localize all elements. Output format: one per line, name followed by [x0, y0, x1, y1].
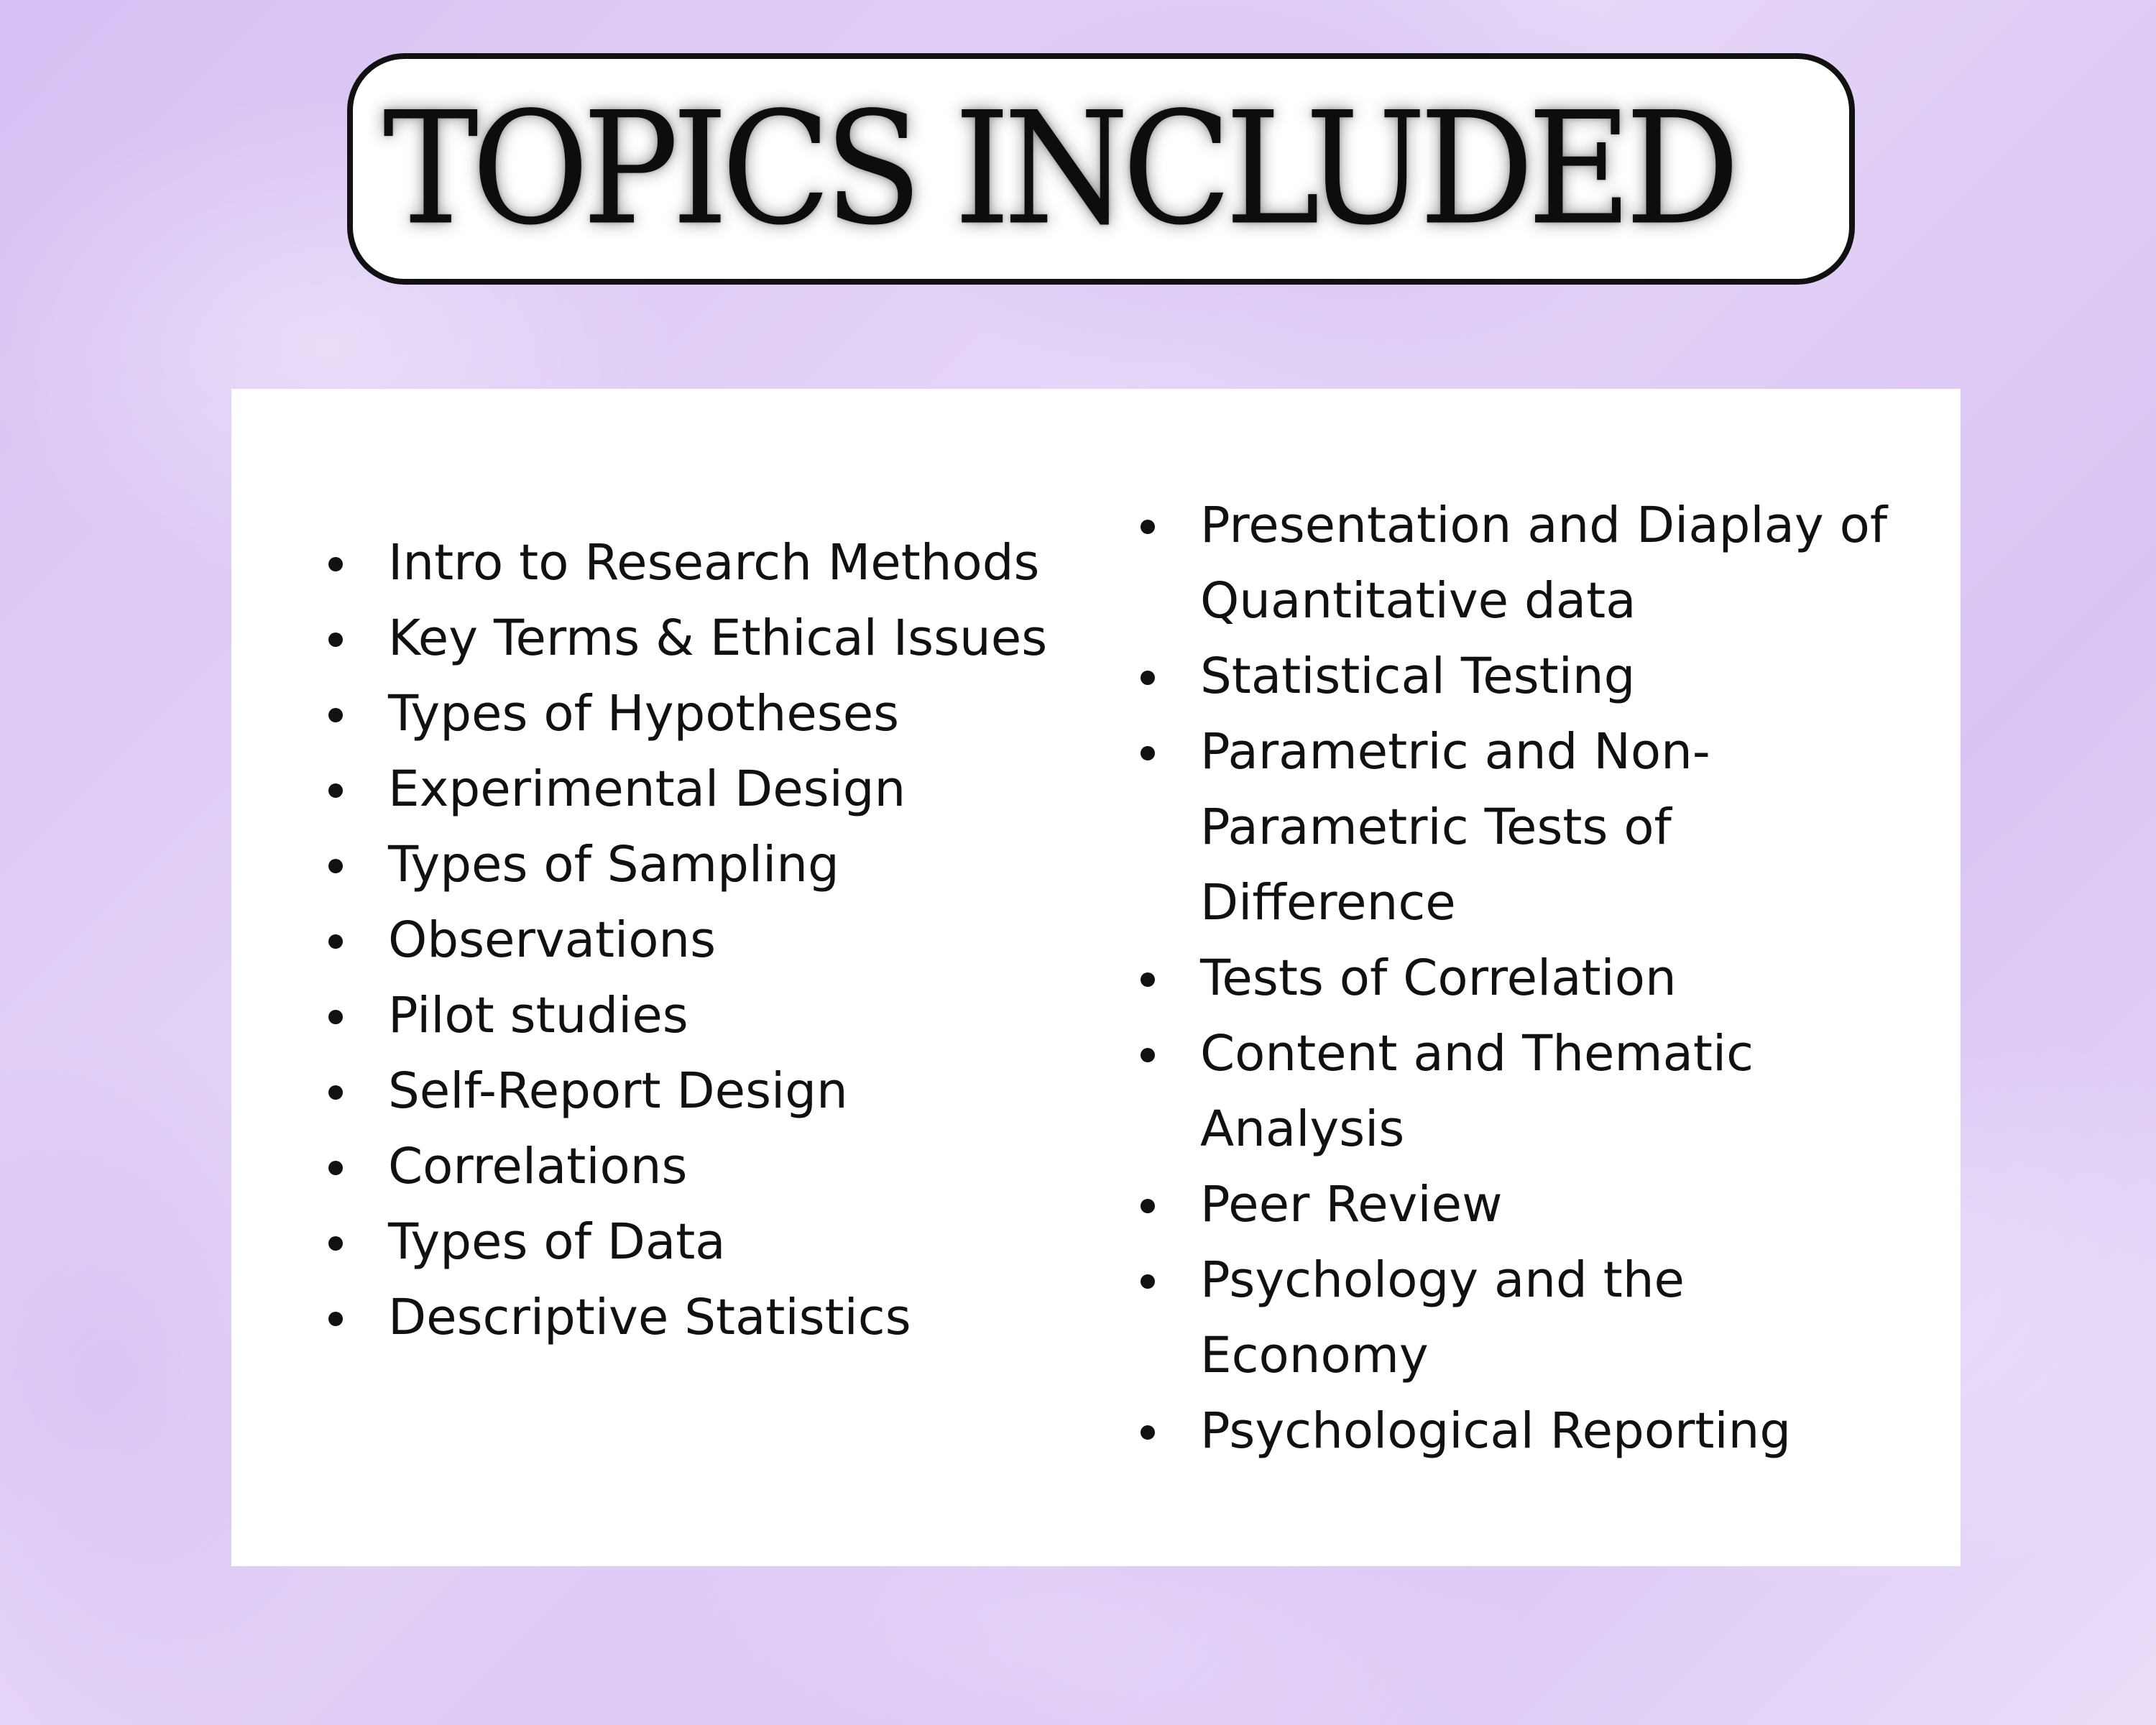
- bullet-icon: [1141, 1425, 1155, 1440]
- topics-list-left: [328, 525, 1061, 1356]
- topic-item: [1141, 488, 1917, 639]
- topic-item: [1141, 941, 1917, 1016]
- topic-item: [1141, 714, 1917, 941]
- bullet-icon: [328, 632, 343, 647]
- bullet-icon: [328, 1312, 343, 1326]
- topic-label: Parametric and Non-Parametric Tests of Difference: [1200, 723, 1710, 932]
- topic-item: [328, 601, 1061, 676]
- topic-label: Peer Review: [1200, 1176, 1503, 1233]
- topic-item: [328, 525, 1061, 601]
- topic-item: [328, 827, 1061, 903]
- bullet-icon: [328, 708, 343, 722]
- bullet-icon: [1141, 671, 1155, 685]
- topics-card: [231, 389, 1961, 1566]
- bullet-icon: [328, 1085, 343, 1100]
- topic-item: [1141, 639, 1917, 714]
- topic-label: Intro to Research Methods: [388, 534, 1040, 592]
- page-title: TOPICS INCLUDED: [382, 78, 1733, 259]
- topic-item: [328, 903, 1061, 978]
- bullet-icon: [328, 934, 343, 949]
- topic-item: [1141, 1243, 1917, 1394]
- topic-item: [328, 1205, 1061, 1280]
- topic-label: Types of Hypotheses: [388, 685, 900, 742]
- topic-label: Presentation and Diaplay of Quantitative data: [1200, 497, 1888, 630]
- topic-label: Experimental Design: [388, 760, 906, 818]
- bullet-icon: [1141, 1199, 1155, 1213]
- topic-label: Descriptive Statistics: [388, 1289, 911, 1346]
- topic-label: Types of Sampling: [388, 836, 839, 893]
- bullet-icon: [328, 859, 343, 873]
- bullet-icon: [1141, 972, 1155, 987]
- topic-label: Psychology and the Economy: [1200, 1251, 1685, 1384]
- topic-label: Observations: [388, 911, 717, 969]
- topic-label: Psychological Reporting: [1200, 1402, 1792, 1460]
- topic-item: [328, 978, 1061, 1054]
- topics-list-right: [1141, 488, 1917, 1469]
- topic-item: [328, 676, 1061, 752]
- topic-label: Statistical Testing: [1200, 648, 1636, 705]
- topic-label: Content and Thematic Analysis: [1200, 1025, 1754, 1158]
- bullet-icon: [328, 1161, 343, 1175]
- topic-item: [1141, 1016, 1917, 1167]
- bullet-icon: [328, 783, 343, 798]
- bullet-icon: [328, 1236, 343, 1251]
- topic-item: [328, 1129, 1061, 1205]
- topic-label: Types of Data: [388, 1213, 726, 1271]
- bullet-icon: [1141, 1274, 1155, 1289]
- topic-item: [1141, 1167, 1917, 1243]
- topic-label: Correlations: [388, 1138, 688, 1195]
- bullet-icon: [1141, 746, 1155, 760]
- topic-item: [328, 1280, 1061, 1356]
- bullet-icon: [328, 1010, 343, 1024]
- topic-label: Pilot studies: [388, 987, 688, 1044]
- bullet-icon: [1141, 1048, 1155, 1062]
- bullet-icon: [328, 557, 343, 571]
- topic-item: [328, 1054, 1061, 1129]
- topic-label: Tests of Correlation: [1200, 949, 1677, 1007]
- bullet-icon: [1141, 520, 1155, 534]
- topic-label: Key Terms & Ethical Issues: [388, 610, 1048, 667]
- topic-label: Self-Report Design: [388, 1062, 848, 1120]
- topic-item: [1141, 1394, 1917, 1469]
- title-banner: [347, 53, 1855, 285]
- topic-item: [328, 752, 1061, 827]
